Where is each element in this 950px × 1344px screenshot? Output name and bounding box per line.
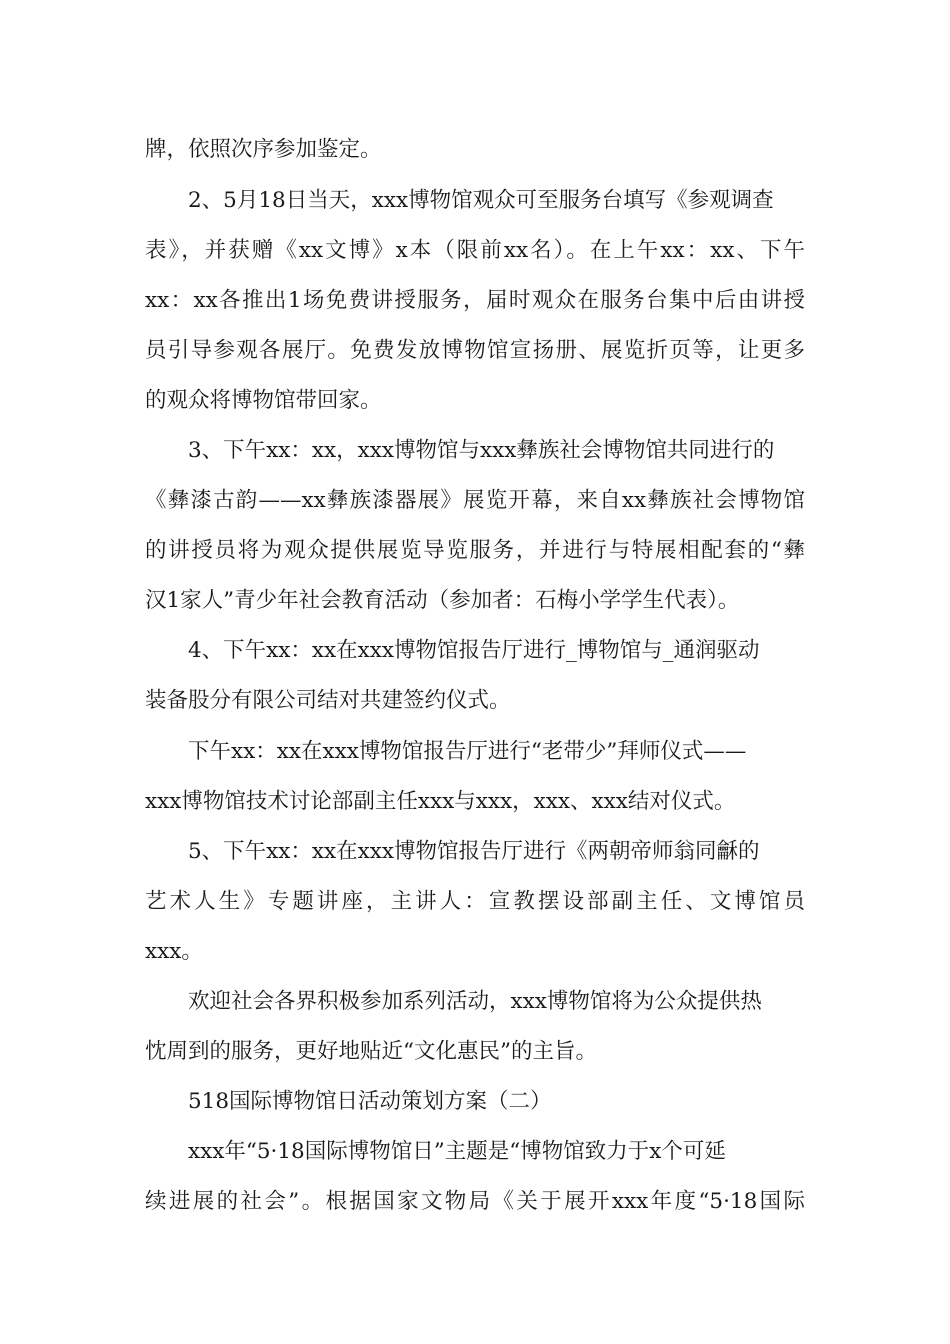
text-line: 4、下午xx：xx在xxx博物馆报告厅进行_博物馆与_通润驱动 [188, 638, 760, 663]
text-line: xx：xx各推出1场免费讲授服务，届时观众在服务台集中后由讲授 [145, 288, 805, 313]
text-line: xxx年“5·18国际博物馆日”主题是“博物馆致力于x个可延 [188, 1139, 726, 1164]
text-line: xxx。 [145, 939, 203, 964]
text-line: 表》，并获赠《xx文博》x本（限前xx名）。在上午xx：xx、下午 [145, 238, 805, 263]
text-line: 汉1家人”青少年社会教育活动（参加者：石梅小学学生代表）。 [145, 588, 740, 613]
text-line: 欢迎社会各界积极参加系列活动，xxx博物馆将为公众提供热 [188, 989, 762, 1014]
text-line: 5、下午xx：xx在xxx博物馆报告厅进行《两朝帝师翁同龢的 [188, 839, 760, 864]
text-line: 2、5月18日当天，xxx博物馆观众可至服务台填写《参观调查 [188, 188, 774, 213]
text-line: 忱周到的服务，更好地贴近“文化惠民”的主旨。 [145, 1039, 597, 1064]
text-line: 装备股分有限公司结对共建签约仪式。 [145, 688, 511, 713]
text-line: 牌，依照次序参加鉴定。 [145, 137, 382, 162]
section-heading: 518国际博物馆日活动策划方案（二） [188, 1089, 552, 1114]
text-line: 的观众将博物馆带回家。 [145, 388, 382, 413]
text-line: 员引导参观各展厅。免费发放博物馆宣扬册、展览折页等，让更多 [145, 338, 805, 363]
text-line: xxx博物馆技术讨论部副主任xxx与xxx，xxx、xxx结对仪式。 [145, 789, 736, 814]
text-line: 艺术人生》专题讲座，主讲人：宣教摆设部副主任、文博馆员 [145, 889, 805, 914]
text-line: 《彝漆古韵——xx彝族漆器展》展览开幕，来自xx彝族社会博物馆 [145, 488, 805, 513]
text-line: 的讲授员将为观众提供展览导览服务，并进行与特展相配套的“彝 [145, 538, 805, 563]
text-line: 续进展的社会”。根据国家文物局《关于展开xxx年度“5·18国际 [145, 1189, 805, 1214]
text-line: 3、下午xx：xx，xxx博物馆与xxx彝族社会博物馆共同进行的 [188, 438, 775, 463]
text-line: 下午xx：xx在xxx博物馆报告厅进行“老带少”拜师仪式—— [188, 739, 747, 764]
